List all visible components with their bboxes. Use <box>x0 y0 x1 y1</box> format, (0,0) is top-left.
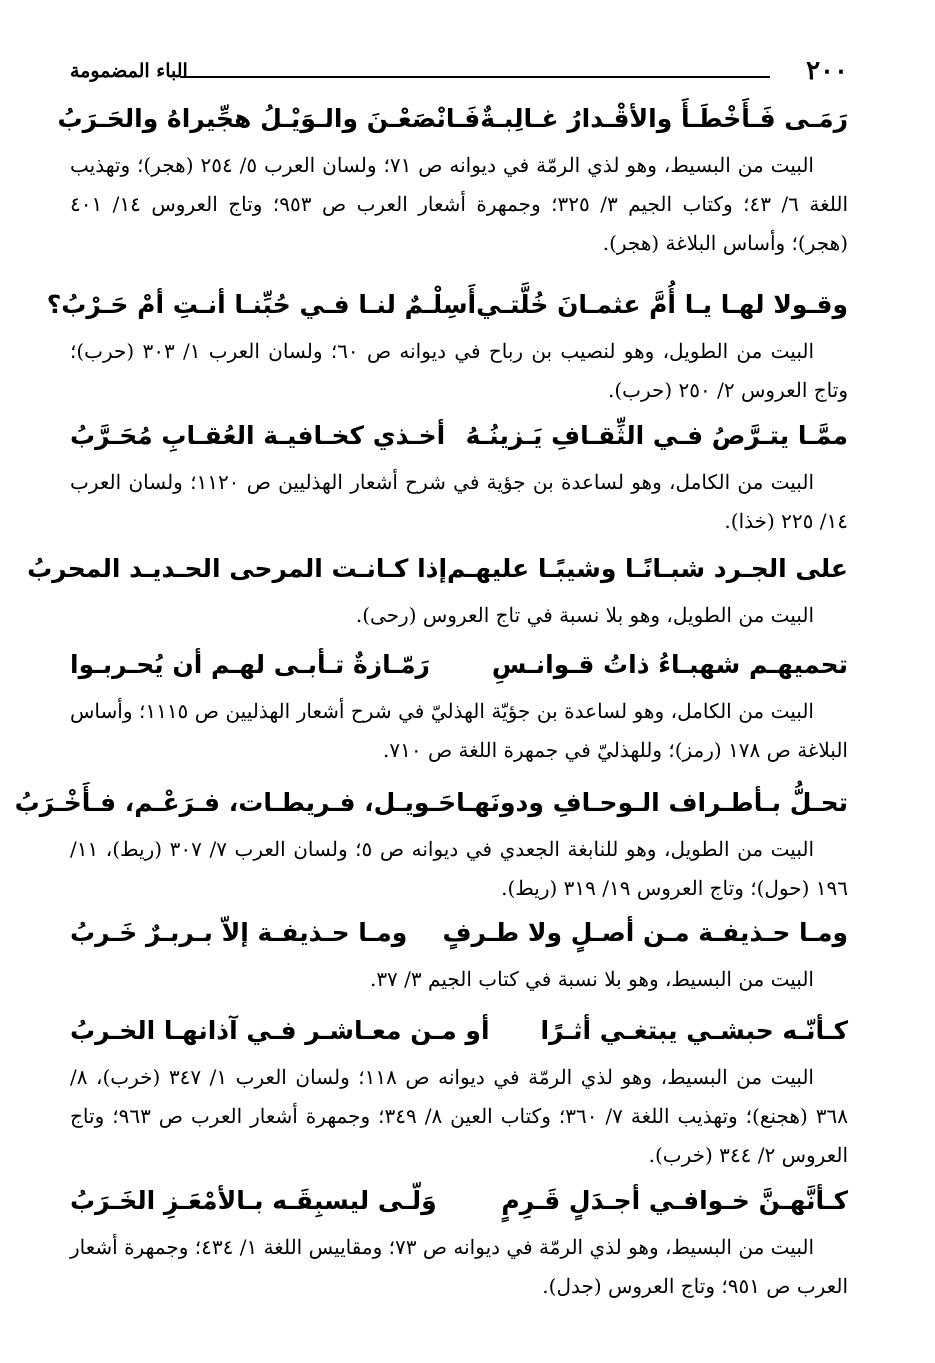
verse-first-hemistich: ممَّـا يتـرَّصُ فـي الثِّقـافِ يَـزينُـهُ <box>465 421 848 450</box>
verse-first-hemistich: تحـلُّ بـأطـراف الـوحـافِ ودونَهـا <box>456 788 848 817</box>
running-title: الباء المضمومة <box>70 60 188 82</box>
verse-line <box>14 776 848 830</box>
verse-entry <box>70 1174 848 1306</box>
verse-first-hemistich: كـأنَّهـنَّ خـوافـي أجـدَلٍ قَـرِمٍ <box>501 1186 848 1215</box>
verse-commentary: البيت من الطويل، وهو لنصيب بن رباح في ديوانه ص ٦٠؛ ولسان العرب ١/ ٣٠٣ (حرب)؛ وتاج العروس ٢/ ٢٥٠ (حرب). <box>70 339 848 402</box>
verse-entry <box>70 409 848 542</box>
header-rule <box>180 76 770 78</box>
verse-second-hemistich: أخـذي كخـافيـة العُقـابِ مُحَـرَّبُ <box>70 421 446 450</box>
verse-first-hemistich: كـأنّـه حبشـي يبتغـي أثـرًا <box>540 1016 848 1045</box>
verse-first-hemistich: ومـا حـذيفـة مـن أصـلٍ ولا طـرفٍ <box>442 918 848 947</box>
verse-commentary: البيت من البسيط، وهو بلا نسبة في كتاب الجيم ٣/ ٣٧. <box>369 967 814 991</box>
verse-line <box>46 278 848 332</box>
verse-entry <box>70 638 848 776</box>
verse-second-hemistich: وَلّـى ليسبِقَـه بـالأمْعَـزِ الخَـرَبُ <box>70 1186 437 1215</box>
verse-commentary: البيت من الطويل، وهو للنابغة الجعدي في ديوانه ص ٥؛ ولسان العرب ٧/ ٣٠٧ (ريط)، ١١/ ١٩٦ (حول)؛ وتاج العروس ١٩/ ٣١٩ (ريط). <box>70 837 848 900</box>
page-header <box>70 56 848 88</box>
verse-line <box>70 1174 848 1228</box>
verse-second-hemistich: أَسِلْـمٌ لنـا فـي حُبِّنـا أنـتِ أمْ حَـرْبُ؟ <box>46 290 477 319</box>
verse-first-hemistich: على الجـرد شبـانًـا وشيبًـا عليهـم <box>447 554 848 583</box>
verse-entry <box>46 278 848 409</box>
page-number: ٢٠٠ <box>806 56 848 86</box>
verse-first-hemistich: وقـولا لهـا يـا أُمَّ عثمـانَ خُلَّتـي <box>476 290 848 319</box>
verse-entry <box>27 542 848 638</box>
verse-second-hemistich: إذا كـانـت المرحى الحـديـد المحربُ <box>27 554 448 583</box>
verse-second-hemistich: فَـانْصَعْـنَ والـوَيْـلُ هجِّيراهُ والحَـرَبُ <box>57 104 481 133</box>
verse-second-hemistich: رَمّـازةٌ تـأبـى لهـم أن يُحـربـوا <box>70 650 430 679</box>
entries-list <box>14 92 848 1306</box>
verse-entry <box>70 906 848 1004</box>
verse-commentary: البيت من البسيط، وهو لذي الرمّة في ديوانه ص ٧٣؛ ومقاييس اللغة ١/ ٤٣٤؛ وجمهرة أشعار العرب ص ٩٥١؛ وتاج العروس (جدل). <box>70 1235 848 1298</box>
verse-line <box>57 92 848 146</box>
verse-commentary: البيت من البسيط، وهو لذي الرمّة في ديوانه ص ٧١؛ ولسان العرب ٥/ ٢٥٤ (هجر)؛ وتهذيب اللغة ٦/ ٤٣؛ وكتاب الجيم ٣/ ٣٢٥؛ وجمهرة أشعار العرب ص ٩٥٣؛ وتاج العروس ١٤/ ٤٠١ (هجر)؛ وأساس البلاغة (هجر). <box>70 153 848 255</box>
verse-line <box>70 409 848 463</box>
verse-second-hemistich: حَـويـل، فـريطـات، فـرَعْـم، فـأَخْـرَبُ <box>14 788 457 817</box>
verse-commentary: البيت من الكامل، وهو لساعدة بن جؤية في شرح أشعار الهذليين ص ١١٢٠؛ ولسان العرب ١٤/ ٢٢٥ (خذا). <box>70 470 848 533</box>
verse-first-hemistich: رَمَـى فَـأَخْطَـأَ والأقْـدارُ غـالِبـةٌ <box>480 104 848 133</box>
verse-commentary: البيت من البسيط، وهو لذي الرمّة في ديوانه ص ١١٨؛ ولسان العرب ١/ ٣٤٧ (خرب)، ٨/ ٣٦٨ (هجنع)؛ وتهذيب اللغة ٧/ ٣٦٠؛ وكتاب العين ٨/ ٣٤٩؛ وجمهرة أشعار العرب ص ٩٦٣؛ وتاج العروس ٢/ ٣٤٤ (خرب). <box>70 1065 848 1167</box>
verse-first-hemistich: تحميهـم شهبـاءُ ذاتُ قـوانـسِ <box>491 650 848 679</box>
verse-commentary: البيت من الكامل، وهو لساعدة بن جؤيّة الهذليّ في شرح أشعار الهذليين ص ١١١٥؛ وأساس البلاغة ص ١٧٨ (رمز)؛ وللهذليّ في جمهرة اللغة ص ٧١٠. <box>70 699 848 762</box>
verse-line <box>70 1004 848 1058</box>
verse-line <box>70 906 848 960</box>
verse-line <box>70 638 848 692</box>
verse-line <box>27 542 848 596</box>
verse-entry <box>70 1004 848 1174</box>
verse-second-hemistich: ومـا حـذيفـة إلاّ بـربـرٌ خَـربُ <box>70 918 408 947</box>
verse-entry <box>57 92 848 278</box>
verse-second-hemistich: أو مـن معـاشـر فـي آذانهـا الخـربُ <box>70 1016 490 1045</box>
verse-commentary: البيت من الطويل، وهو بلا نسبة في تاج العروس (رحى). <box>355 603 814 627</box>
verse-entry <box>14 776 848 906</box>
